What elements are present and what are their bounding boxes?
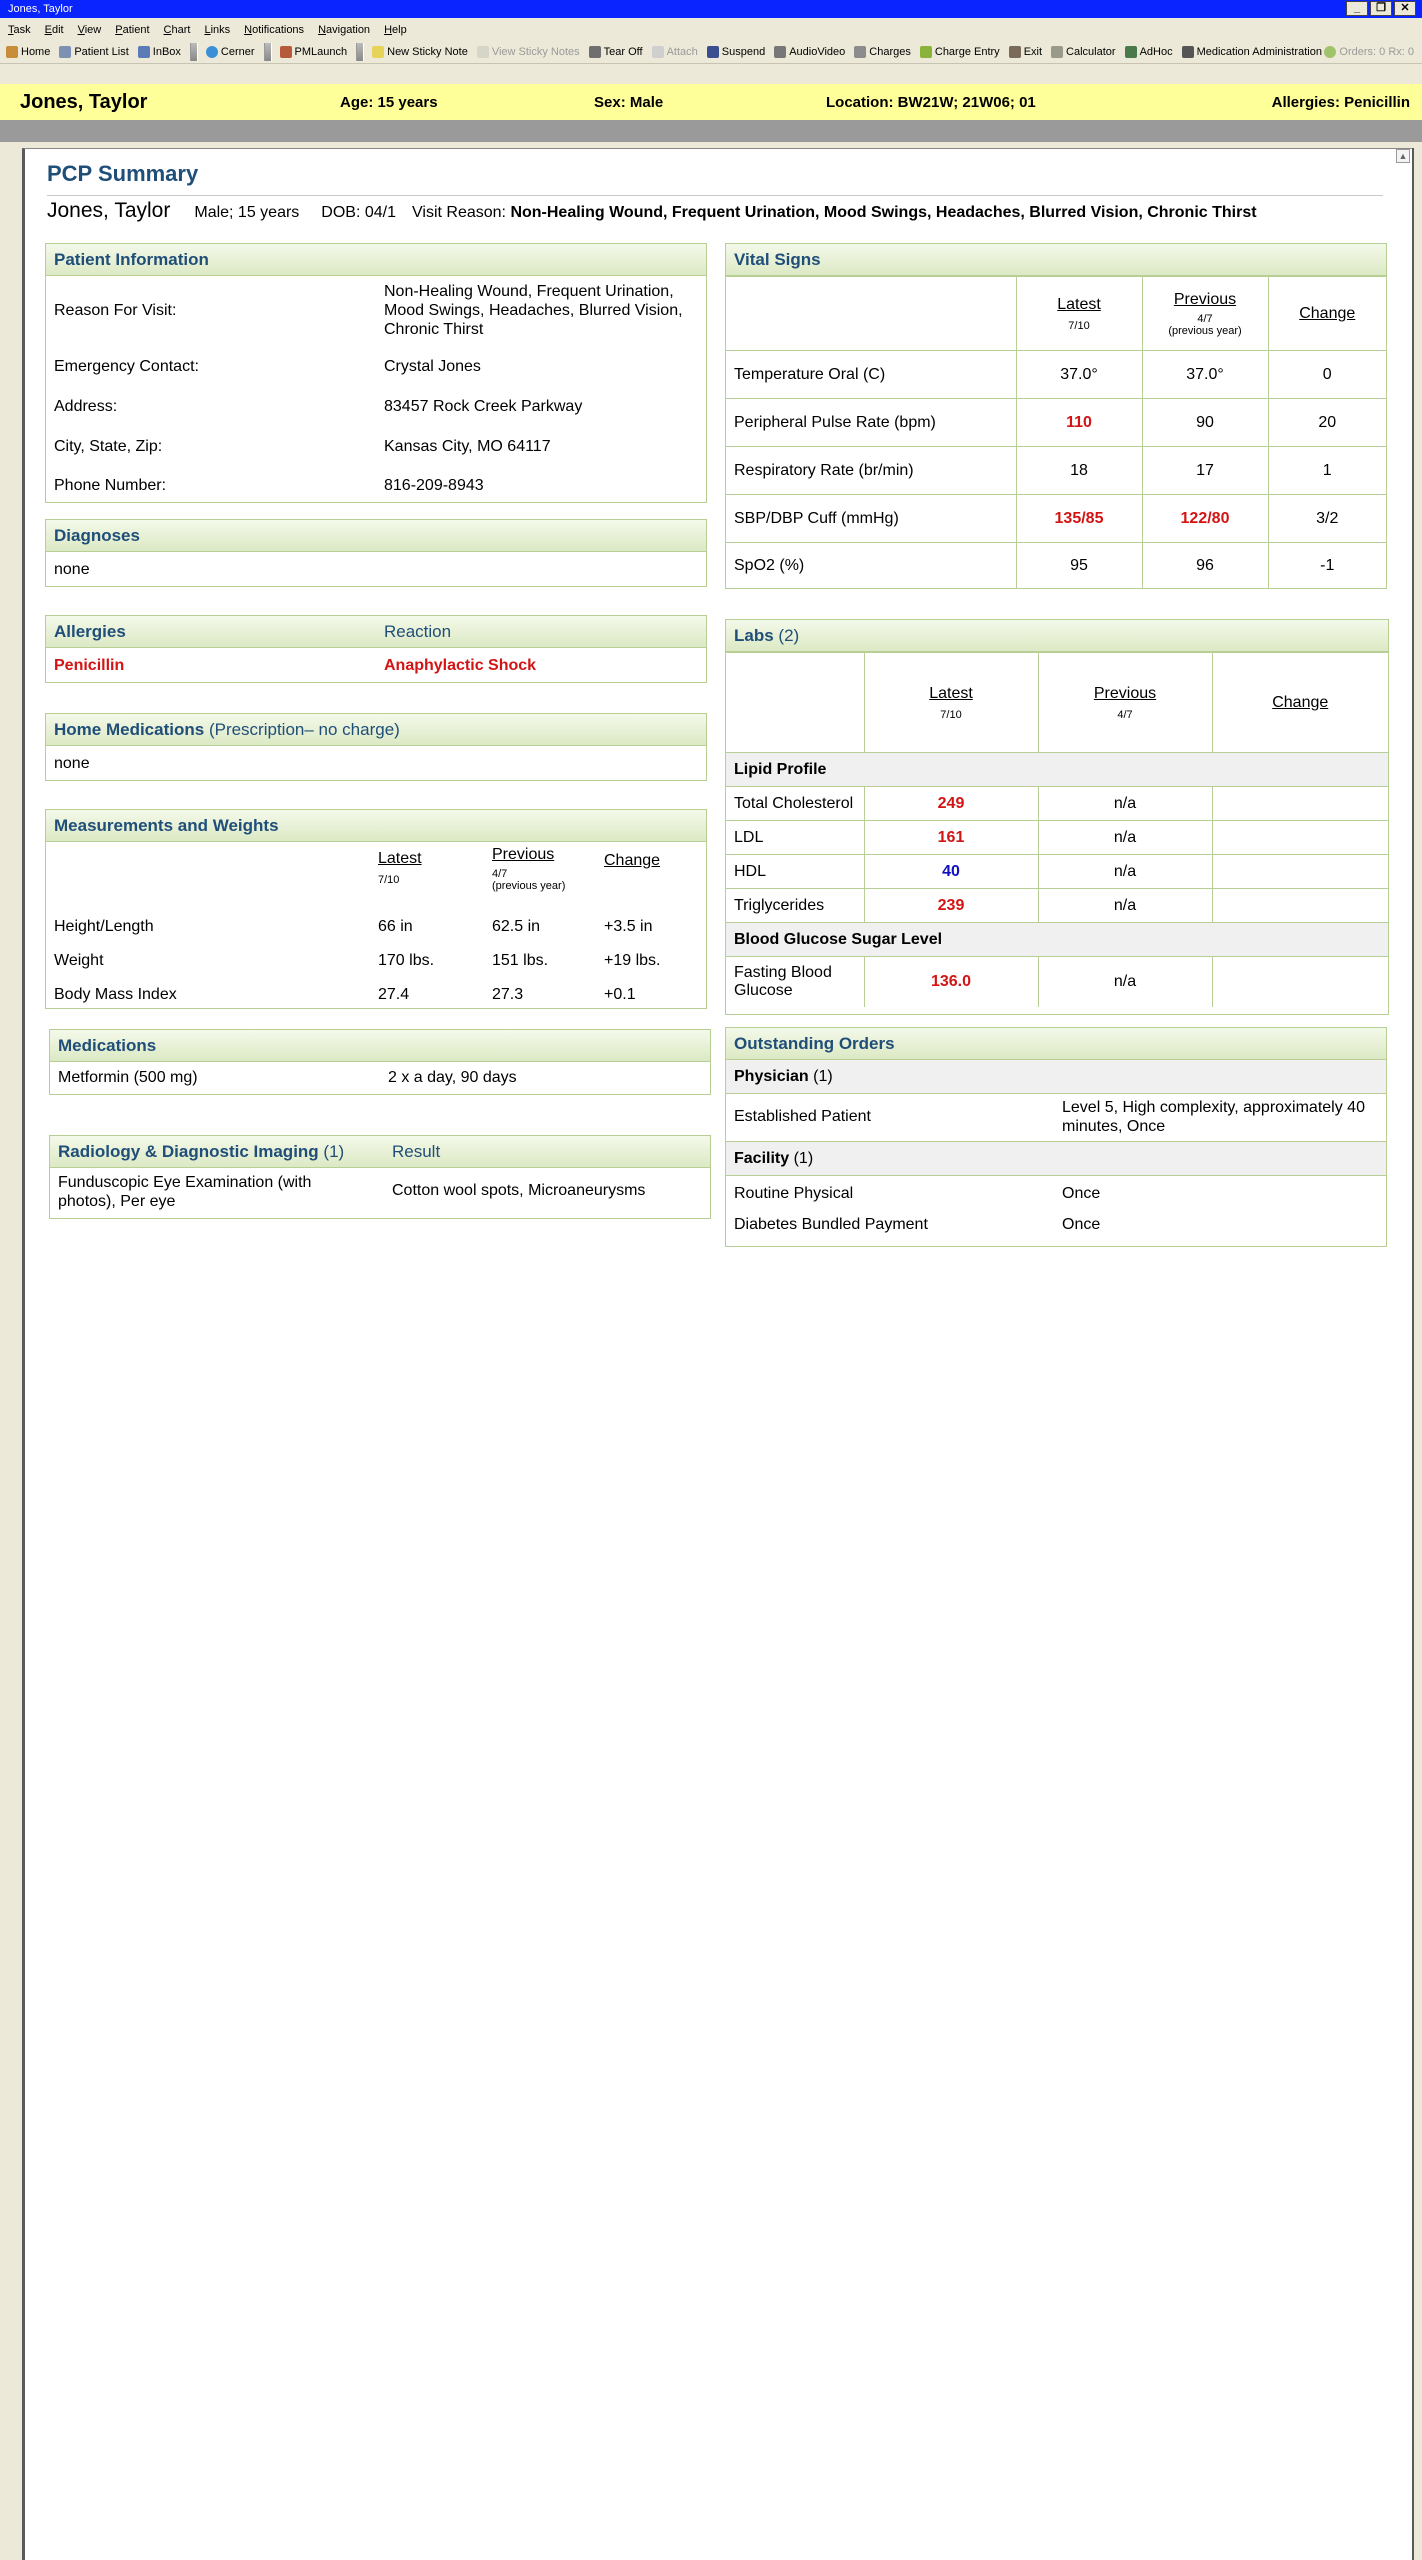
vital-previous: 37.0° bbox=[1142, 351, 1268, 399]
previous-header: Previous bbox=[492, 846, 555, 863]
tear-off-label: Tear Off bbox=[603, 45, 643, 58]
lab-row bbox=[726, 855, 1388, 889]
banner-allergies: Allergies: Penicillin bbox=[1271, 93, 1410, 111]
info-row bbox=[46, 468, 706, 504]
patient-list-label: Patient List bbox=[74, 45, 129, 58]
change-header: Change bbox=[1272, 693, 1329, 711]
measurement-latest: 27.4 bbox=[378, 986, 410, 1003]
suspend-icon bbox=[707, 46, 719, 58]
window-title: Jones, Taylor bbox=[8, 3, 73, 15]
lab-previous: n/a bbox=[1038, 889, 1212, 923]
measurement-change: +3.5 in bbox=[604, 918, 653, 935]
sticky-note-icon bbox=[372, 46, 384, 58]
patient-list-button[interactable] bbox=[59, 40, 128, 64]
charges-button[interactable] bbox=[854, 40, 911, 64]
view-sticky-notes-button[interactable] bbox=[477, 40, 580, 64]
lab-previous: n/a bbox=[1038, 957, 1212, 1007]
vital-previous: 96 bbox=[1142, 543, 1268, 589]
measurement-previous: 151 lbs. bbox=[492, 952, 549, 969]
vital-signs-header: Vital Signs bbox=[726, 244, 1386, 276]
pcp-summary-view[interactable] bbox=[22, 148, 1412, 2560]
menu-chart[interactable]: Chart bbox=[163, 24, 191, 36]
home-medications-row bbox=[46, 746, 706, 780]
allergy-reaction: Anaphylactic Shock bbox=[384, 657, 537, 674]
summary-patient-name: Jones, Taylor bbox=[47, 199, 171, 222]
previous-column bbox=[492, 846, 565, 892]
exit-label: Exit bbox=[1023, 45, 1043, 58]
audio-video-icon bbox=[774, 46, 786, 58]
cerner-icon bbox=[206, 46, 218, 58]
labs-title: Labs bbox=[734, 626, 774, 645]
labs-header bbox=[726, 620, 1388, 652]
facility-group bbox=[734, 1150, 813, 1168]
menu-navigation[interactable]: Navigation bbox=[318, 24, 371, 36]
medications-header: Medications bbox=[50, 1030, 710, 1062]
close-button[interactable]: ✕ bbox=[1394, 1, 1416, 16]
lab-previous: n/a bbox=[1038, 821, 1212, 855]
allergies-title: Allergies bbox=[54, 622, 126, 641]
order-name: Routine Physical bbox=[734, 1185, 854, 1202]
radiology-header bbox=[50, 1136, 710, 1168]
page-title: PCP Summary bbox=[47, 161, 199, 186]
lab-latest: 161 bbox=[864, 821, 1038, 855]
inbox-icon bbox=[138, 46, 150, 58]
blood-glucose-header: Blood Glucose Sugar Level bbox=[726, 923, 1388, 957]
lab-latest: 136.0 bbox=[864, 957, 1038, 1007]
previous-date: 4/7 bbox=[1117, 708, 1133, 721]
vital-row bbox=[726, 543, 1386, 589]
adhoc-button[interactable] bbox=[1125, 40, 1173, 64]
vital-label: Temperature Oral (C) bbox=[726, 351, 1016, 399]
orders-count-label: Orders: 0 Rx: 0 bbox=[1339, 46, 1414, 58]
home-medications-title: Home Medications bbox=[54, 720, 205, 739]
adhoc-icon bbox=[1125, 46, 1137, 58]
order-detail: Level 5, High complexity, approximately 40 minutes, Once bbox=[1062, 1099, 1365, 1135]
vital-previous: 122/80 bbox=[1142, 495, 1268, 543]
summary-dob: DOB: 04/1 bbox=[321, 204, 396, 221]
vital-change: 20 bbox=[1268, 399, 1386, 447]
measurement-row bbox=[46, 946, 706, 980]
vital-signs-panel bbox=[725, 243, 1387, 589]
info-label: Address: bbox=[54, 398, 118, 415]
info-label: Reason For Visit: bbox=[54, 302, 177, 319]
previous-note: (previous year) bbox=[1168, 324, 1242, 337]
scroll-up-icon[interactable]: ▲ bbox=[1396, 149, 1410, 163]
vitals-label-header bbox=[726, 277, 1016, 351]
window-right-edge bbox=[1412, 148, 1422, 2560]
banner-divider bbox=[0, 120, 1422, 142]
lab-label: Triglycerides bbox=[726, 889, 864, 923]
lab-row bbox=[726, 787, 1388, 821]
audio-video-button[interactable] bbox=[774, 40, 845, 64]
previous-date: 4/7 bbox=[492, 868, 508, 880]
attach-label: Attach bbox=[666, 45, 698, 58]
info-row bbox=[46, 428, 706, 468]
charges-label: Charges bbox=[869, 45, 911, 58]
calculator-icon bbox=[1051, 46, 1063, 58]
order-name: Diabetes Bundled Payment bbox=[734, 1216, 928, 1233]
lab-group-row bbox=[726, 923, 1388, 957]
previous-column bbox=[1142, 277, 1268, 351]
attach-button[interactable] bbox=[652, 40, 698, 64]
info-label: Emergency Contact: bbox=[54, 358, 199, 375]
latest-header: Latest bbox=[929, 684, 973, 702]
latest-column bbox=[378, 850, 422, 886]
change-column bbox=[1268, 277, 1386, 351]
latest-date: 7/10 bbox=[378, 874, 400, 886]
pmlaunch-button[interactable] bbox=[280, 40, 348, 64]
info-row bbox=[46, 388, 706, 428]
lab-latest: 249 bbox=[864, 787, 1038, 821]
home-icon bbox=[6, 46, 18, 58]
menu-patient[interactable]: Patient bbox=[115, 24, 150, 36]
cerner-label: Cerner bbox=[220, 45, 255, 58]
info-value: Crystal Jones bbox=[384, 358, 481, 375]
pmlaunch-label: PMLaunch bbox=[294, 45, 348, 58]
vital-change: 0 bbox=[1268, 351, 1386, 399]
info-value: 83457 Rock Creek Parkway bbox=[384, 398, 583, 415]
vital-previous: 90 bbox=[1142, 399, 1268, 447]
latest-header: Latest bbox=[1057, 295, 1101, 313]
diagnoses-row bbox=[46, 552, 706, 586]
diagnoses-panel bbox=[45, 519, 707, 587]
radiology-count: (1) bbox=[323, 1142, 345, 1161]
menu-task[interactable]: Task bbox=[8, 24, 31, 36]
order-name: Established Patient bbox=[734, 1108, 871, 1125]
lipid-profile-header: Lipid Profile bbox=[726, 753, 1388, 787]
previous-header: Previous bbox=[1093, 684, 1157, 702]
radiology-row bbox=[50, 1168, 710, 1218]
vitals-column-headers bbox=[726, 277, 1386, 351]
exit-icon bbox=[1009, 46, 1021, 58]
change-header: Change bbox=[1299, 304, 1356, 322]
vital-previous: 17 bbox=[1142, 447, 1268, 495]
order-row bbox=[726, 1176, 1386, 1210]
menu-edit[interactable]: Edit bbox=[44, 24, 64, 36]
order-row bbox=[726, 1210, 1386, 1244]
attach-icon bbox=[652, 46, 664, 58]
restore-button[interactable]: ❐ bbox=[1370, 1, 1392, 16]
vital-change: 3/2 bbox=[1268, 495, 1386, 543]
calculator-button[interactable] bbox=[1051, 40, 1116, 64]
info-row bbox=[46, 276, 706, 350]
new-sticky-note-label: New Sticky Note bbox=[387, 45, 468, 58]
change-header: Change bbox=[604, 852, 661, 869]
vital-label: SpO2 (%) bbox=[726, 543, 1016, 589]
calculator-label: Calculator bbox=[1066, 45, 1116, 58]
banner-sex: Sex: Male bbox=[594, 93, 664, 111]
toolbar bbox=[0, 40, 1422, 64]
latest-header: Latest bbox=[378, 850, 422, 867]
reaction-header: Reaction bbox=[384, 622, 452, 641]
order-detail: Once bbox=[1062, 1216, 1101, 1233]
outstanding-orders-header: Outstanding Orders bbox=[726, 1028, 1386, 1060]
lab-change bbox=[1212, 821, 1388, 855]
sticky-notes-icon bbox=[477, 46, 489, 58]
previous-column bbox=[1038, 653, 1212, 753]
new-sticky-note-button[interactable] bbox=[372, 40, 468, 64]
info-value: 816-209-8943 bbox=[384, 477, 484, 494]
allergies-header bbox=[46, 616, 706, 648]
view-sticky-notes-label: View Sticky Notes bbox=[491, 45, 580, 58]
measurements-header: Measurements and Weights bbox=[46, 810, 706, 842]
window-controls bbox=[1346, 1, 1416, 16]
banner-patient-name: Jones, Taylor bbox=[20, 90, 148, 113]
lab-change bbox=[1212, 787, 1388, 821]
lab-previous: n/a bbox=[1038, 855, 1212, 889]
charges-icon bbox=[854, 46, 866, 58]
medication-dose: 2 x a day, 90 days bbox=[388, 1069, 517, 1086]
home-medications-header bbox=[46, 714, 706, 746]
minimize-button[interactable]: _ bbox=[1346, 1, 1368, 16]
vital-latest: 135/85 bbox=[1016, 495, 1142, 543]
previous-note: (previous year) bbox=[492, 880, 566, 892]
menu-view[interactable]: View bbox=[77, 24, 102, 36]
measurement-change: +0.1 bbox=[604, 986, 636, 1003]
summary-header bbox=[47, 199, 1257, 223]
banner-location: Location: BW21W; 21W06; 01 bbox=[826, 93, 1036, 111]
patient-information-panel bbox=[45, 243, 707, 503]
medication-administration-button[interactable] bbox=[1182, 40, 1322, 64]
audio-video-label: AudioVideo bbox=[789, 45, 846, 58]
patient-banner bbox=[0, 84, 1422, 120]
measurement-previous: 27.3 bbox=[492, 986, 524, 1003]
home-medications-panel bbox=[45, 713, 707, 781]
vital-latest: 95 bbox=[1016, 543, 1142, 589]
medication-row bbox=[50, 1062, 710, 1094]
suspend-label: Suspend bbox=[721, 45, 766, 58]
visit-reason-label: Visit Reason: bbox=[412, 204, 506, 221]
labs-label-header bbox=[726, 653, 864, 753]
charge-entry-icon bbox=[920, 46, 932, 58]
latest-date: 7/10 bbox=[1068, 319, 1090, 332]
lab-latest: 239 bbox=[864, 889, 1038, 923]
toolbar-separator bbox=[264, 43, 272, 61]
radiology-exam: Funduscopic Eye Examination (with photos), Per eye bbox=[58, 1174, 312, 1210]
vital-label: SBP/DBP Cuff (mmHg) bbox=[726, 495, 1016, 543]
vital-change: -1 bbox=[1268, 543, 1386, 589]
labs-column-headers bbox=[726, 653, 1388, 753]
lab-change bbox=[1212, 855, 1388, 889]
lab-latest: 40 bbox=[864, 855, 1038, 889]
barcode-icon bbox=[1182, 46, 1194, 58]
vital-row bbox=[726, 495, 1386, 543]
lab-change bbox=[1212, 957, 1388, 1007]
vital-row bbox=[726, 447, 1386, 495]
orders-counter[interactable] bbox=[1324, 40, 1414, 64]
measurement-previous: 62.5 in bbox=[492, 918, 541, 935]
patient-list-icon bbox=[59, 46, 71, 58]
home-button[interactable] bbox=[6, 40, 50, 64]
facility-label: Facility bbox=[734, 1150, 790, 1167]
lab-label: Fasting Blood Glucose bbox=[726, 957, 864, 1007]
toolbar-separator bbox=[190, 43, 198, 61]
inbox-label: InBox bbox=[152, 45, 181, 58]
medication-name: Metformin (500 mg) bbox=[58, 1069, 198, 1086]
menu-help[interactable]: Help bbox=[384, 24, 407, 36]
inbox-button[interactable] bbox=[138, 40, 181, 64]
toolbar-separator bbox=[356, 43, 364, 61]
exit-button[interactable] bbox=[1009, 40, 1042, 64]
info-label: City, State, Zip: bbox=[54, 438, 163, 455]
title-divider bbox=[47, 195, 1383, 196]
adhoc-label: AdHoc bbox=[1139, 45, 1173, 58]
menu-links[interactable]: Links bbox=[204, 24, 231, 36]
measurement-label: Body Mass Index bbox=[54, 986, 177, 1003]
menu-bar bbox=[0, 20, 1422, 40]
previous-date: 4/7 bbox=[1197, 312, 1213, 325]
medication-administration-label: Medication Administration bbox=[1196, 45, 1322, 58]
charge-entry-label: Charge Entry bbox=[934, 45, 1000, 58]
order-group-row bbox=[726, 1060, 1386, 1094]
diagnoses-header: Diagnoses bbox=[46, 520, 706, 552]
lab-row bbox=[726, 889, 1388, 923]
visit-reason-value: Non-Healing Wound, Frequent Urination, Mood Swings, Headaches, Blurred Vision, Chronic Thirst bbox=[510, 204, 1257, 221]
allergies-panel bbox=[45, 615, 707, 683]
pmlaunch-icon bbox=[280, 46, 292, 58]
measurement-row bbox=[46, 912, 706, 946]
labs-table bbox=[726, 652, 1388, 1007]
vital-latest: 18 bbox=[1016, 447, 1142, 495]
labs-count: (2) bbox=[778, 626, 800, 645]
vital-signs-table bbox=[726, 276, 1386, 589]
orders-icon bbox=[1324, 46, 1336, 58]
tear-off-icon bbox=[589, 46, 601, 58]
physician-count: (1) bbox=[813, 1068, 833, 1085]
lab-label: Total Cholesterol bbox=[726, 787, 864, 821]
measurements-panel bbox=[45, 809, 707, 1009]
vital-label: Peripheral Pulse Rate (bpm) bbox=[726, 399, 1016, 447]
radiology-title: Radiology & Diagnostic Imaging bbox=[58, 1142, 319, 1161]
diagnoses-value: none bbox=[54, 561, 90, 578]
order-group-row bbox=[726, 1142, 1386, 1176]
tear-off-button[interactable] bbox=[589, 40, 643, 64]
allergy-row bbox=[46, 648, 706, 682]
radiology-result: Cotton wool spots, Microaneurysms bbox=[392, 1182, 646, 1199]
lab-previous: n/a bbox=[1038, 787, 1212, 821]
info-value: Non-Healing Wound, Frequent Urination, Mood Swings, Headaches, Blurred Vision, Chronic Thirst bbox=[384, 283, 683, 338]
vital-change: 1 bbox=[1268, 447, 1386, 495]
menu-notifications[interactable]: Notifications bbox=[244, 24, 305, 36]
charge-entry-button[interactable] bbox=[920, 40, 1000, 64]
latest-column bbox=[864, 653, 1038, 753]
lab-change bbox=[1212, 889, 1388, 923]
radiology-panel bbox=[49, 1135, 711, 1219]
physician-label: Physician bbox=[734, 1068, 809, 1085]
measurement-latest: 170 lbs. bbox=[378, 952, 435, 969]
lab-row bbox=[726, 821, 1388, 855]
latest-date: 7/10 bbox=[940, 708, 962, 721]
order-detail: Once bbox=[1062, 1185, 1101, 1202]
window-titlebar bbox=[0, 0, 1422, 18]
lab-label: LDL bbox=[726, 821, 864, 855]
vital-latest: 110 bbox=[1016, 399, 1142, 447]
allergen-name: Penicillin bbox=[54, 657, 125, 674]
home-label: Home bbox=[21, 45, 51, 58]
measurement-row bbox=[46, 980, 706, 1010]
measurements-column-headers bbox=[46, 842, 706, 912]
banner-age: Age: 15 years bbox=[340, 93, 438, 111]
outstanding-orders-panel bbox=[725, 1027, 1387, 1247]
labs-panel bbox=[725, 619, 1389, 1015]
patient-information-header: Patient Information bbox=[46, 244, 706, 276]
cerner-button[interactable] bbox=[206, 40, 255, 64]
lab-row bbox=[726, 957, 1388, 1007]
change-column bbox=[1212, 653, 1388, 753]
previous-header: Previous bbox=[1173, 290, 1237, 308]
vital-latest: 37.0° bbox=[1016, 351, 1142, 399]
latest-column bbox=[1016, 277, 1142, 351]
measurement-change: +19 lbs. bbox=[604, 952, 661, 969]
facility-count: (1) bbox=[793, 1150, 814, 1167]
vital-label: Respiratory Rate (br/min) bbox=[726, 447, 1016, 495]
vital-row bbox=[726, 351, 1386, 399]
info-row bbox=[46, 350, 706, 388]
lab-label: HDL bbox=[726, 855, 864, 889]
home-medications-note: (Prescription– no charge) bbox=[208, 720, 400, 739]
result-header: Result bbox=[392, 1142, 441, 1161]
lab-group-row bbox=[726, 753, 1388, 787]
info-label: Phone Number: bbox=[54, 477, 167, 494]
physician-group bbox=[734, 1068, 833, 1086]
order-row bbox=[726, 1094, 1386, 1142]
measurement-latest: 66 in bbox=[378, 918, 413, 935]
measurement-label: Weight bbox=[54, 952, 104, 969]
vital-row bbox=[726, 399, 1386, 447]
summary-demographics: Male; 15 years bbox=[194, 204, 300, 221]
measurement-label: Height/Length bbox=[54, 918, 154, 935]
info-value: Kansas City, MO 64117 bbox=[384, 438, 551, 455]
suspend-button[interactable] bbox=[707, 40, 765, 64]
medications-panel bbox=[49, 1029, 711, 1095]
home-medications-value: none bbox=[54, 755, 90, 772]
